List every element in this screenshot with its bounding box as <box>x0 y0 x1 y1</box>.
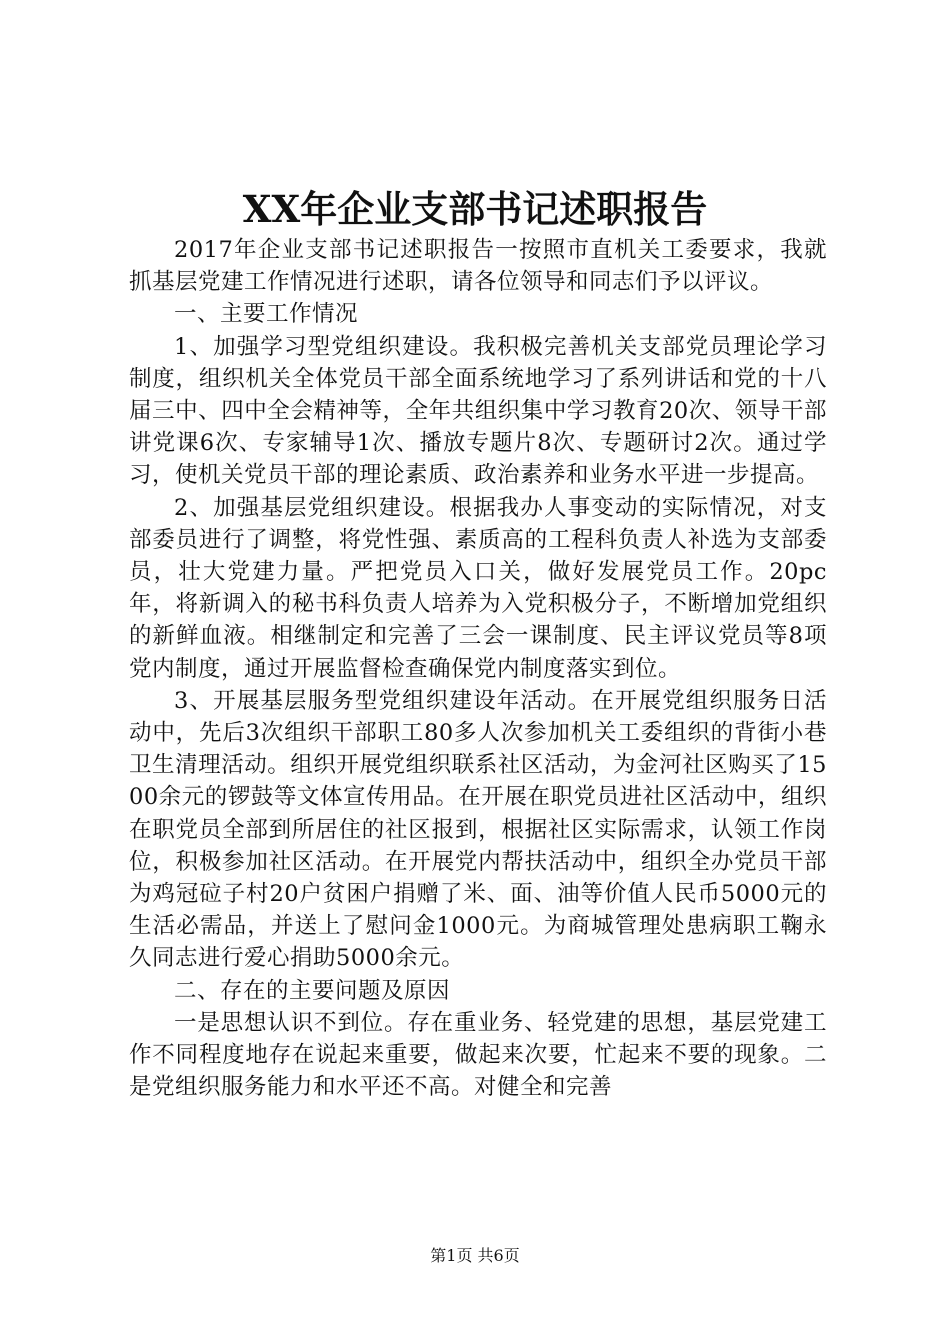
document-body <box>129 234 827 1103</box>
paragraph-problems: 一是思想认识不到位。存在重业务、轻党建的思想，基层党建工作不同程度地存在说起来重要，做起来次要，忙起来不要的现象。二是党组织服务能力和水平还不高。对健全和完善 <box>129 1009 827 1101</box>
paragraph-grassroots-org: 2、加强基层党组织建设。根据我办人事变动的实际情况，对支部委员进行了调整，将党性强、素质高的工程科负责人补选为支部委员，壮大党建力量。严把党员入口关，做好发展党员工作。20pc年，将新调入的秘书科负责人培养为入党积极分子，不断增加党组织的新鲜血液。相继制定和完善了三会一课制度、民主评议党员等8项党内制度，通过开展监督检查确保党内制度落实到位。 <box>129 494 827 682</box>
section-heading-main-work: 一、主要工作情况 <box>174 301 359 328</box>
document-title: XX年企业支部书记述职报告 <box>242 187 708 231</box>
page-indicator: 第1页 共6页 <box>430 1246 520 1265</box>
paragraph-learning-org: 1、加强学习型党组织建设。我积极完善机关支部党员理论学习制度，组织机关全体党员干部全面系统地学习了系列讲话和党的十八届三中、四中全会精神等，全年共组织集中学习教育20次、领导干部讲党课6次、专家辅导1次、播放专题片8次、专题研讨2次。通过学习，使机关党员干部的理论素质、政治素养和业务水平进一步提高。 <box>129 333 827 489</box>
paragraph-service-org: 3、开展基层服务型党组织建设年活动。在开展党组织服务日活动中，先后3次组织干部职工80多人次参加机关工委组织的背街小巷卫生清理活动。组织开展党组织联系社区活动，为金河社区购买了1500余元的锣鼓等文体宣传用品。在开展在职党员进社区活动中，组织在职党员全部到所居住的社区报到，根据社区实际需求，认领工作岗位，积极参加社区活动。在开展党内帮扶活动中，组织全办党员干部为鸡冠砬子村20户贫困户捐赠了米、面、油等价值人民币5000元的生活必需品，并送上了慰问金1000元。为商城管理处患病职工鞠永久同志进行爱心捐助5000余元。 <box>129 687 827 972</box>
section-heading-problems: 二、存在的主要问题及原因 <box>174 977 451 1004</box>
paragraph-intro: 2017年企业支部书记述职报告一按照市直机关工委要求，我就抓基层党建工作情况进行述职，请各位领导和同志们予以评议。 <box>129 237 827 296</box>
